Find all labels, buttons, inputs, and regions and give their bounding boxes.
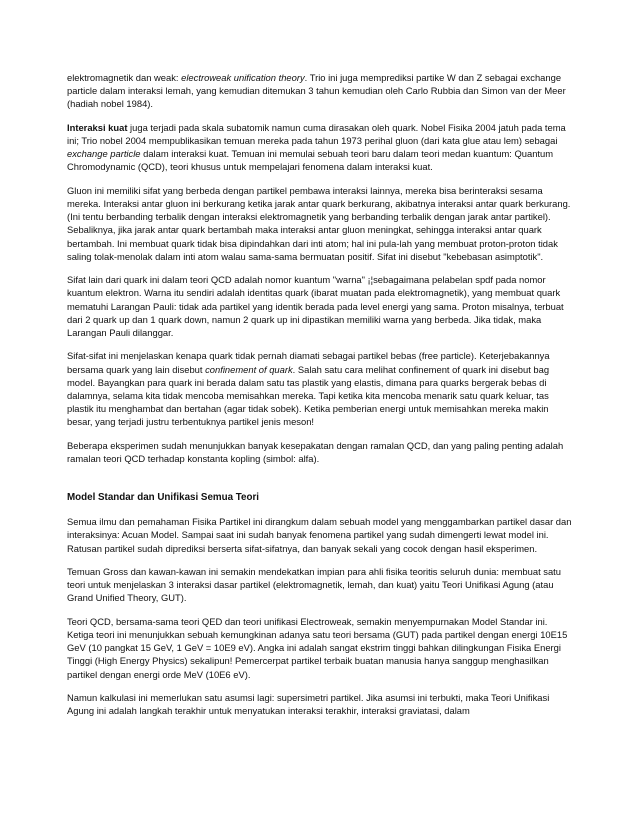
paragraph-qcd-experiments: Beberapa eksperimen sudah menunjukkan banyak kesepakatan dengan ramalan QCD, dan yang paling penting adalah ramalan teori QCD terhadap konstanta kopling (simbol: alfa).: [67, 439, 564, 465]
paragraph-gut: Temuan Gross dan kawan-kawan ini semakin mendekatkan impian para ahli fisika teoritis seluruh dunia: membuat satu teori untuk menjelaskan 3 interaksi dasar partikel (elektromagnetik, lemah, dan kuat) yaitu Teori Unifikasi Agung (atau Grand Unified Theory, GUT).: [67, 566, 561, 604]
document-page: [67, 71, 573, 728]
text-run: . Trio ini juga memprediksi partike W dan Z sebagai exchange particle dalam interaksi lemah, yang kemudian ditemukan 3 tahun kemudian oleh Carlo Rubbia dan Simon van der Meer (hadiah nobel 1984).: [67, 72, 566, 110]
paragraph-confinement: [67, 349, 573, 428]
paragraph-standard-model: Semua ilmu dan pemahaman Fisika Partikel ini dirangkum dalam sebuah model yang menggambarkan partikel dasar dan interaksinya: Acuan Model. Sampai saat ini sudah banyak fenomena partikel yang sudah dimengerti lewat model ini. Ratusan partikel sudah diprediksi berserta sifat-sifatnya, dan banyak sekali yang cocok dengan hasil eksperimen.: [67, 516, 572, 554]
text-run: elektromagnetik dan weak:: [67, 72, 182, 83]
text-run: dalam interaksi kuat. Temuan ini memulai sebuah teori baru dalam teori medan kuantum: Quantum Chromodynamic (QCD), teori khusus untuk mempelajari fenomena dalam interaksi kuat.: [67, 148, 554, 173]
paragraph-gluon: Gluon ini memiliki sifat yang berbeda dengan partikel pembawa interaksi lainnya, mereka bisa berinteraksi sesama mereka. Interaksi antar gluon ini berkurang ketika jarak antar quark berkurang, akibatnya interaksi antar quark berkurang. (Ini tentu berbanding terbalik dengan interaksi elektromagnetik yang berbanding terbalik dengan jarak antar partikel). Sebaliknya, jika jarak antar quark bertambah maka interaksi antar gluon meningkat, sehingga interaksi antar quark bertambah. Ini membuat quark tidak bisa dipindahkan dari inti atom; hal ini pula-lah yang membuat proton-proton tidak saling tolak-menolak dalam inti atom walau sama-sama bermuatan positif. Sifat ini disebut "kebebasan asimptotik".: [67, 184, 571, 262]
paragraph-supersymmetry: Namun kalkulasi ini memerlukan satu asumsi lagi: supersimetri partikel. Jika asumsi ini terbukti, maka Teori Unifikasi Agung ini adalah langkah terakhir untuk menyatukan interaksi terakhir, interaksi graviatasi, dalam: [67, 692, 550, 717]
text-run: juga terjadi pada skala subatomik namun cuma dirasakan oleh quark. Nobel Fisika 2004 jatuh pada tema ini; Trio nobel 2004 mempublikasikan temuan mereka pada tahun 1973 perihal gluon (dari kata glue atau lem) sebagai: [67, 121, 566, 146]
text-run: . Salah satu cara melihat confinement of quark ini disebut bag model. Bayangkan para quark ini berada dalam satu tas plastik yang elastis, dimana para quarks bergerak bebas di dalamnya, selama kita tidak mencoba memisahkan mereka. Tapi ketika kita mencoba menarik satu quark keluar, tas plastik itu menghambat dan bertahan (agar tidak sobek). Ketika pemberian energi untuk memisahkan mereka makin besar, yang terjadi justru terbentuknya partikel jenis meson!: [67, 363, 550, 428]
paragraph-strong-interaction: [67, 121, 573, 174]
italic-term: exchange particle: [67, 148, 141, 160]
section-heading: Model Standar dan Unifikasi Semua Teori: [67, 492, 259, 504]
italic-term: confinement of quark: [205, 363, 293, 375]
paragraph-electroweak: [67, 71, 573, 111]
bold-term: Interaksi kuat: [67, 121, 128, 133]
paragraph-color-charge: Sifat lain dari quark ini dalam teori QCD adalah nomor kuantum "warna" ¡¦sebagaimana pelabelan spdf pada nomor kuantum elektron. Warna itu sendiri adalah identitas quark (ibarat muatan pada elektromagnetik), yang membuat quark mematuhi Larangan Pauli: tidak ada partikel yang identik berada pada level energi yang sama. Proton misalnya, terbuat dari 2 quark up dan 1 quark down, namun 2 quark up ini dipastikan memiliki warna yang berbeda. Jika tidak, maka Larangan Pauli dilanggar.: [67, 274, 564, 339]
paragraph-qcd-qed: Teori QCD, bersama-sama teori QED dan teori unifikasi Electroweak, semakin menyempurnakan Model Standar ini. Ketiga teori ini menunjukkan sebuah kemungkinan adanya satu teori bersama (GUT) pada partikel dengan energi 10E15 GeV (10 pangkat 15 GeV, 1 GeV = 10E9 eV). Angka ini adalah sangat ekstrim tinggi bahkan dilingkungan Fisika Energi Tinggi (High Energy Physics) sekalipun! Pemercerpat partikel terbaik buatan manusia hanya sanggup menghasilkan partikel dengan energi orde MeV (10E6 eV).: [67, 615, 568, 680]
italic-term: electroweak unification theory: [181, 72, 305, 83]
text-run: Sifat-sifat ini menjelaskan kenapa quark tidak pernah diamati sebagai partikel bebas (free particle). Keterjebakannya bersama quark yang lain disebut: [67, 350, 550, 375]
